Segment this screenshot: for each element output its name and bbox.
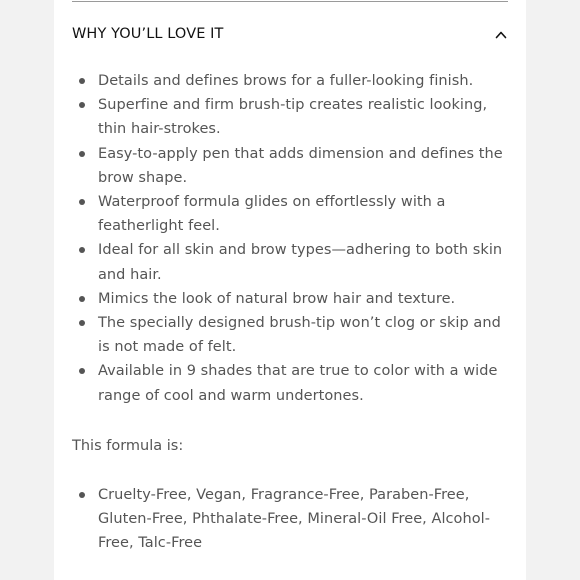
list-item — [72, 311, 512, 359]
bullet-icon — [79, 492, 85, 498]
formula-intro: This formula is: — [72, 438, 184, 454]
list-item — [72, 93, 512, 141]
accordion-title: WHY YOU’LL LOVE IT — [72, 26, 224, 42]
bullet-icon — [79, 102, 85, 108]
formula-list — [72, 483, 512, 556]
list-item — [72, 287, 512, 311]
list-item — [72, 359, 512, 407]
list-item-text: Superfine and firm brush-tip creates realistic looking, thin hair-strokes. — [98, 97, 488, 138]
bullet-icon — [79, 247, 85, 253]
list-item-text: The specially designed brush-tip won’t clog or skip and is not made of felt. — [98, 315, 501, 356]
bullet-icon — [79, 368, 85, 374]
list-item — [72, 483, 512, 556]
list-item-text: Waterproof formula glides on effortlessly with a featherlight feel. — [98, 194, 446, 235]
section-divider — [72, 1, 508, 2]
bullet-icon — [79, 199, 85, 205]
list-item-text: Details and defines brows for a fuller-looking finish. — [98, 73, 474, 89]
list-item — [72, 190, 512, 238]
list-item-text: Easy-to-apply pen that adds dimension and defines the brow shape. — [98, 145, 503, 186]
bullet-icon — [79, 151, 85, 157]
list-item — [72, 142, 512, 190]
bullet-icon — [79, 296, 85, 302]
list-item-text: Cruelty-Free, Vegan, Fragrance-Free, Paraben-Free, Gluten-Free, Phthalate-Free, Mineral-Oil Free, Alcohol-Free, Talc-Free — [98, 487, 490, 552]
list-item-text: Mimics the look of natural brow hair and texture. — [98, 290, 456, 307]
accordion-header-why-youll-love-it[interactable] — [72, 24, 508, 48]
bullet-icon — [79, 320, 85, 326]
list-item — [72, 69, 512, 93]
feature-list — [72, 69, 512, 408]
chevron-up-icon[interactable] — [494, 28, 508, 42]
bullet-icon — [79, 78, 85, 84]
list-item-text: Available in 9 shades that are true to color with a wide range of cool and warm undertones. — [98, 363, 498, 404]
list-item-text: Ideal for all skin and brow types—adhering to both skin and hair. — [98, 242, 503, 283]
list-item — [72, 238, 512, 286]
